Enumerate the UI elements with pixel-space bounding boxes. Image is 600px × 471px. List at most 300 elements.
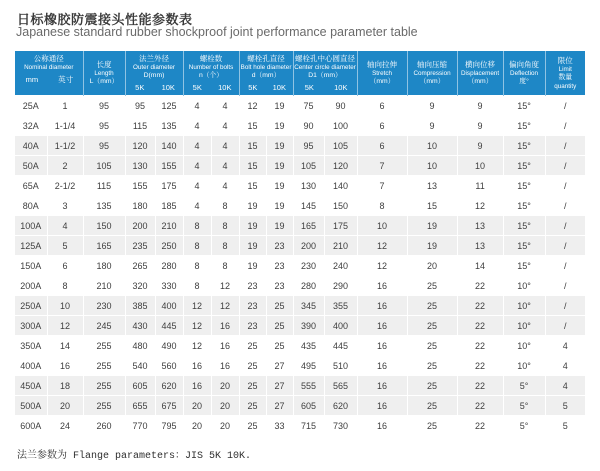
table-cell: 4 bbox=[183, 136, 211, 156]
table-cell: 350A bbox=[15, 336, 47, 356]
table-cell: 20 bbox=[183, 396, 211, 416]
table-cell: 400 bbox=[324, 316, 357, 336]
table-cell: 25 bbox=[239, 356, 266, 376]
table-cell: 25 bbox=[407, 316, 457, 336]
table-cell: 655 bbox=[125, 396, 155, 416]
table-cell: 8 bbox=[183, 236, 211, 256]
table-cell: 23 bbox=[266, 256, 293, 276]
table-cell: 4 bbox=[211, 176, 239, 196]
table-cell: 19 bbox=[239, 196, 266, 216]
table-cell: 255 bbox=[83, 376, 125, 396]
table-cell: 27 bbox=[266, 376, 293, 396]
table-cell: 15° bbox=[503, 256, 545, 276]
page-subtitle: Japanese standard rubber shockproof joint performance parameter table bbox=[16, 25, 418, 39]
table-cell: 125A bbox=[15, 236, 47, 256]
table-cell: 5 bbox=[47, 236, 83, 256]
table-cell: 25 bbox=[266, 296, 293, 316]
table-row bbox=[15, 396, 585, 416]
table-cell: 2-1/2 bbox=[47, 176, 83, 196]
table-cell: 605 bbox=[293, 396, 324, 416]
table-cell: 15° bbox=[503, 96, 545, 116]
table-cell: 290 bbox=[324, 276, 357, 296]
table-cell: 40A bbox=[15, 136, 47, 156]
table-cell: 25 bbox=[407, 276, 457, 296]
table-cell: 15° bbox=[503, 196, 545, 216]
table-cell: 4 bbox=[183, 96, 211, 116]
table-cell: 6 bbox=[47, 256, 83, 276]
table-cell: 15° bbox=[503, 176, 545, 196]
table-cell: 210 bbox=[83, 276, 125, 296]
table-cell: 19 bbox=[239, 256, 266, 276]
header-label: Nominal diameter bbox=[24, 63, 74, 71]
table-row bbox=[15, 416, 585, 436]
header-label: Compression bbox=[413, 69, 451, 77]
header-label: Stretch bbox=[372, 69, 393, 77]
table-cell: / bbox=[545, 256, 585, 276]
sub-column-label: 5K bbox=[192, 83, 202, 93]
table-cell: 7 bbox=[357, 176, 407, 196]
header-label: Displacement bbox=[460, 69, 500, 77]
table-cell: 4 bbox=[211, 116, 239, 136]
table-cell: 4 bbox=[183, 116, 211, 136]
table-cell: 12 bbox=[47, 316, 83, 336]
table-cell: 230 bbox=[293, 256, 324, 276]
table-cell: 16 bbox=[357, 396, 407, 416]
table-cell: 25 bbox=[266, 336, 293, 356]
table-cell: 140 bbox=[324, 176, 357, 196]
table-cell: / bbox=[545, 316, 585, 336]
table-cell: 1-1/4 bbox=[47, 116, 83, 136]
header-label: L（mm） bbox=[89, 78, 119, 86]
table-cell: / bbox=[545, 116, 585, 136]
table-cell: 1-1/2 bbox=[47, 136, 83, 156]
table-cell: 300A bbox=[15, 316, 47, 336]
table-cell: 25 bbox=[407, 356, 457, 376]
table-row bbox=[15, 336, 585, 356]
table-cell: 19 bbox=[239, 216, 266, 236]
table-cell: 4 bbox=[545, 336, 585, 356]
table-cell: 280 bbox=[293, 276, 324, 296]
table-row bbox=[15, 136, 585, 156]
column-header-number-of-bolts bbox=[183, 51, 239, 96]
table-cell: 5° bbox=[503, 396, 545, 416]
table-row bbox=[15, 236, 585, 256]
sub-column-label: 5K bbox=[304, 83, 314, 93]
column-header-displacement bbox=[457, 51, 503, 96]
table-cell: 90 bbox=[324, 96, 357, 116]
table-cell: 9 bbox=[457, 116, 503, 136]
table-cell: 25 bbox=[239, 396, 266, 416]
table-cell: 19 bbox=[266, 216, 293, 236]
table-cell: 18 bbox=[47, 376, 83, 396]
table-cell: 5° bbox=[503, 416, 545, 436]
table-cell: 16 bbox=[211, 356, 239, 376]
table-cell: 4 bbox=[211, 96, 239, 116]
table-cell: 20 bbox=[211, 416, 239, 436]
table-cell: 19 bbox=[407, 236, 457, 256]
table-cell: 19 bbox=[266, 176, 293, 196]
table-cell: 490 bbox=[155, 336, 183, 356]
table-cell: 19 bbox=[407, 216, 457, 236]
table-cell: 9 bbox=[457, 96, 503, 116]
table-cell: 10° bbox=[503, 356, 545, 376]
table-cell: 770 bbox=[125, 416, 155, 436]
table-cell: 265 bbox=[125, 256, 155, 276]
column-header-length bbox=[83, 51, 125, 96]
table-cell: 16 bbox=[357, 276, 407, 296]
table-cell: 4 bbox=[47, 216, 83, 236]
table-cell: 13 bbox=[457, 236, 503, 256]
table-cell: 4 bbox=[545, 376, 585, 396]
table-cell: / bbox=[545, 136, 585, 156]
header-label: D(mm) bbox=[143, 71, 165, 79]
table-cell: 9 bbox=[407, 96, 457, 116]
table-cell: 155 bbox=[125, 176, 155, 196]
table-cell: 135 bbox=[155, 116, 183, 136]
table-cell: 5 bbox=[545, 416, 585, 436]
sub-column-label: 10K bbox=[272, 83, 286, 93]
table-cell: 23 bbox=[266, 236, 293, 256]
table-cell: 390 bbox=[293, 316, 324, 336]
table-cell: 480 bbox=[125, 336, 155, 356]
table-cell: 4 bbox=[183, 176, 211, 196]
column-header-deflection bbox=[503, 51, 545, 96]
column-header-stretch bbox=[357, 51, 407, 96]
table-cell: 130 bbox=[125, 156, 155, 176]
header-label: 长度 bbox=[96, 60, 112, 70]
table-cell: 600A bbox=[15, 416, 47, 436]
table-cell: 10 bbox=[357, 216, 407, 236]
table-cell: 65A bbox=[15, 176, 47, 196]
table-cell: 22 bbox=[457, 356, 503, 376]
table-cell: 180 bbox=[125, 196, 155, 216]
table-cell: 12 bbox=[239, 96, 266, 116]
table-cell: 22 bbox=[457, 376, 503, 396]
table-cell: 715 bbox=[293, 416, 324, 436]
table-cell: 795 bbox=[155, 416, 183, 436]
table-cell: 400 bbox=[155, 296, 183, 316]
table-cell: 25 bbox=[239, 376, 266, 396]
table-cell: 555 bbox=[293, 376, 324, 396]
table-cell: 15° bbox=[503, 136, 545, 156]
table-cell: 245 bbox=[83, 316, 125, 336]
table-cell: 16 bbox=[183, 356, 211, 376]
table-cell: 5 bbox=[545, 396, 585, 416]
header-label: 轴向压缩 bbox=[417, 60, 448, 70]
table-cell: 565 bbox=[324, 376, 357, 396]
table-cell: 19 bbox=[266, 96, 293, 116]
table-cell: 140 bbox=[155, 136, 183, 156]
table-cell: 210 bbox=[324, 236, 357, 256]
table-cell: 15 bbox=[407, 196, 457, 216]
table-cell: 115 bbox=[83, 176, 125, 196]
page-title: 日标橡胶防震接头性能参数表 bbox=[17, 12, 193, 27]
header-label: 度° bbox=[519, 78, 529, 86]
table-cell: 200 bbox=[125, 216, 155, 236]
table-cell: 100A bbox=[15, 216, 47, 236]
table-cell: 12 bbox=[183, 316, 211, 336]
table-cell: 510 bbox=[324, 356, 357, 376]
table-cell: 260 bbox=[83, 416, 125, 436]
table-cell: 235 bbox=[125, 236, 155, 256]
table-cell: 25A bbox=[15, 96, 47, 116]
table-cell: 16 bbox=[357, 296, 407, 316]
table-cell: 27 bbox=[266, 356, 293, 376]
table-cell: 20 bbox=[47, 396, 83, 416]
table-cell: 15° bbox=[503, 156, 545, 176]
table-cell: 210 bbox=[155, 216, 183, 236]
table-row bbox=[15, 176, 585, 196]
table-cell: 105 bbox=[83, 156, 125, 176]
table-cell: 9 bbox=[457, 136, 503, 156]
table-cell: 13 bbox=[407, 176, 457, 196]
header-label: n（个） bbox=[198, 71, 224, 79]
table-cell: 16 bbox=[357, 336, 407, 356]
table-cell: 22 bbox=[457, 416, 503, 436]
table-cell: / bbox=[545, 296, 585, 316]
table-cell: 33 bbox=[266, 416, 293, 436]
table-cell: 6 bbox=[357, 116, 407, 136]
header-label: 偏向角度 bbox=[509, 60, 540, 70]
sub-column-label: 5K bbox=[248, 83, 258, 93]
table-cell: 540 bbox=[125, 356, 155, 376]
table-cell: 105 bbox=[324, 136, 357, 156]
table-row bbox=[15, 276, 585, 296]
table-cell: 150 bbox=[83, 216, 125, 236]
table-cell: 19 bbox=[239, 236, 266, 256]
table-cell: 280 bbox=[155, 256, 183, 276]
table-cell: 200 bbox=[293, 236, 324, 256]
table-cell: 435 bbox=[293, 336, 324, 356]
table-cell: 6 bbox=[357, 136, 407, 156]
header-label: 法兰外径 bbox=[139, 54, 170, 63]
header-label: 螺栓孔中心圆直径 bbox=[295, 54, 356, 63]
table-cell: 95 bbox=[125, 96, 155, 116]
table-cell: 3 bbox=[47, 196, 83, 216]
table-cell: 100 bbox=[324, 116, 357, 136]
table-cell: 4 bbox=[183, 156, 211, 176]
table-cell: 175 bbox=[324, 216, 357, 236]
table-cell: 12 bbox=[183, 296, 211, 316]
table-cell: 345 bbox=[293, 296, 324, 316]
table-cell: 2 bbox=[47, 156, 83, 176]
table-cell: 8 bbox=[211, 256, 239, 276]
table-cell: 175 bbox=[155, 176, 183, 196]
table-row bbox=[15, 116, 585, 136]
table-cell: 8 bbox=[211, 196, 239, 216]
header-label: Center circle diameter bbox=[294, 63, 356, 71]
table-cell: / bbox=[545, 176, 585, 196]
table-cell: 25 bbox=[239, 416, 266, 436]
table-cell: 11 bbox=[457, 176, 503, 196]
table-cell: 255 bbox=[83, 356, 125, 376]
table-cell: 180 bbox=[83, 256, 125, 276]
table-cell: 675 bbox=[155, 396, 183, 416]
table-cell: 22 bbox=[457, 296, 503, 316]
table-cell: 15 bbox=[239, 136, 266, 156]
table-header-row bbox=[15, 51, 585, 96]
header-label: Bolt hole diameter bbox=[240, 63, 292, 71]
table-row bbox=[15, 196, 585, 216]
sub-column-label: 10K bbox=[218, 83, 232, 93]
table-cell: 250 bbox=[155, 236, 183, 256]
header-label: Limit bbox=[558, 65, 572, 73]
table-cell: 400A bbox=[15, 356, 47, 376]
table-cell: 165 bbox=[83, 236, 125, 256]
table-row bbox=[15, 216, 585, 236]
table-cell: 6 bbox=[357, 96, 407, 116]
table-cell: 125 bbox=[155, 96, 183, 116]
table-cell: 560 bbox=[155, 356, 183, 376]
table-cell: 200A bbox=[15, 276, 47, 296]
column-header-bolt-hole-diameter bbox=[239, 51, 293, 96]
table-cell: 22 bbox=[457, 336, 503, 356]
table-row bbox=[15, 376, 585, 396]
table-cell: / bbox=[545, 196, 585, 216]
table-cell: 95 bbox=[293, 136, 324, 156]
table-cell: 185 bbox=[155, 196, 183, 216]
table-cell: 20 bbox=[211, 376, 239, 396]
table-cell: 445 bbox=[155, 316, 183, 336]
table-cell: 23 bbox=[239, 276, 266, 296]
table-cell: / bbox=[545, 276, 585, 296]
table-cell: 23 bbox=[239, 316, 266, 336]
table-cell: 12 bbox=[211, 276, 239, 296]
sub-column-label: 5K bbox=[135, 83, 145, 93]
table-cell: 16 bbox=[357, 376, 407, 396]
table-cell: 8 bbox=[211, 236, 239, 256]
table-cell: 19 bbox=[266, 196, 293, 216]
table-cell: 22 bbox=[457, 396, 503, 416]
table-cell: 25 bbox=[407, 336, 457, 356]
table-cell: 120 bbox=[324, 156, 357, 176]
table-cell: 105 bbox=[293, 156, 324, 176]
table-cell: / bbox=[545, 96, 585, 116]
table-cell: 10 bbox=[407, 136, 457, 156]
table-cell: 16 bbox=[183, 376, 211, 396]
table-cell: 500A bbox=[15, 396, 47, 416]
table-cell: 25 bbox=[407, 416, 457, 436]
header-label: （mm） bbox=[369, 78, 395, 86]
table-cell: 8 bbox=[183, 276, 211, 296]
table-cell: 23 bbox=[266, 276, 293, 296]
table-cell: 12 bbox=[183, 336, 211, 356]
table-cell: 4 bbox=[545, 356, 585, 376]
table-cell: 15 bbox=[239, 176, 266, 196]
header-label: 数量 bbox=[558, 73, 573, 81]
table-cell: 25 bbox=[407, 376, 457, 396]
table-cell: 10 bbox=[457, 156, 503, 176]
table-cell: 155 bbox=[155, 156, 183, 176]
table-cell: 12 bbox=[357, 236, 407, 256]
header-label: D1（mm） bbox=[308, 71, 342, 79]
table-cell: 20 bbox=[211, 396, 239, 416]
table-cell: 150A bbox=[15, 256, 47, 276]
table-cell: 620 bbox=[324, 396, 357, 416]
table-cell: 16 bbox=[357, 416, 407, 436]
header-label: 轴向拉伸 bbox=[367, 60, 398, 70]
table-cell: 8 bbox=[183, 256, 211, 276]
table-cell: 445 bbox=[324, 336, 357, 356]
table-cell: 16 bbox=[357, 316, 407, 336]
table-cell: / bbox=[545, 236, 585, 256]
table-cell: 20 bbox=[407, 256, 457, 276]
table-cell: 730 bbox=[324, 416, 357, 436]
table-row bbox=[15, 316, 585, 336]
header-label: （mm） bbox=[467, 78, 493, 86]
table-cell: 32A bbox=[15, 116, 47, 136]
table-cell: 50A bbox=[15, 156, 47, 176]
header-label: d（mm） bbox=[251, 71, 281, 79]
table-body bbox=[15, 96, 585, 436]
table-header bbox=[15, 51, 585, 96]
header-label: 螺栓孔直径 bbox=[247, 54, 285, 63]
table-cell: 27 bbox=[266, 396, 293, 416]
table-cell: 24 bbox=[47, 416, 83, 436]
table-cell: 19 bbox=[266, 136, 293, 156]
table-cell: 12 bbox=[457, 196, 503, 216]
table-cell: 7 bbox=[357, 156, 407, 176]
table-cell: 16 bbox=[211, 316, 239, 336]
table-cell: 130 bbox=[293, 176, 324, 196]
table-cell: 8 bbox=[183, 216, 211, 236]
header-label: Deflection bbox=[510, 69, 539, 77]
table-cell: 75 bbox=[293, 96, 324, 116]
header-label: 限位 bbox=[557, 56, 573, 66]
table-cell: 25 bbox=[239, 336, 266, 356]
column-header-limit bbox=[545, 51, 585, 96]
table-cell: 95 bbox=[83, 136, 125, 156]
table-cell: 16 bbox=[211, 336, 239, 356]
table-cell: 5° bbox=[503, 376, 545, 396]
table-cell: / bbox=[545, 216, 585, 236]
table-cell: 19 bbox=[266, 116, 293, 136]
table-cell: 115 bbox=[125, 116, 155, 136]
header-label: Length bbox=[94, 69, 114, 77]
table-cell: 1 bbox=[47, 96, 83, 116]
table-cell: 95 bbox=[83, 116, 125, 136]
table-cell: 80A bbox=[15, 196, 47, 216]
table-cell: 120 bbox=[125, 136, 155, 156]
table-cell: 4 bbox=[183, 196, 211, 216]
parameter-table bbox=[15, 51, 585, 436]
table-row bbox=[15, 156, 585, 176]
table-cell: 25 bbox=[407, 296, 457, 316]
table-cell: 495 bbox=[293, 356, 324, 376]
table-cell: 165 bbox=[293, 216, 324, 236]
table-cell: 240 bbox=[324, 256, 357, 276]
table-cell: 10 bbox=[407, 156, 457, 176]
table-cell: 450A bbox=[15, 376, 47, 396]
table-cell: 9 bbox=[407, 116, 457, 136]
table-cell: / bbox=[545, 156, 585, 176]
table-cell: 10° bbox=[503, 316, 545, 336]
header-label: Number of bolts bbox=[188, 63, 234, 71]
table-row bbox=[15, 296, 585, 316]
table-cell: 620 bbox=[155, 376, 183, 396]
table-cell: 10° bbox=[503, 276, 545, 296]
sub-column-label: 10K bbox=[161, 83, 175, 93]
table-row bbox=[15, 256, 585, 276]
table-cell: 25 bbox=[266, 316, 293, 336]
table-cell: 15° bbox=[503, 116, 545, 136]
table-cell: 10 bbox=[47, 296, 83, 316]
footnote: 法兰参数为 Flange parameters：JIS 5K 10K. bbox=[17, 451, 252, 462]
table-cell: 4 bbox=[211, 156, 239, 176]
table-cell: 15 bbox=[239, 116, 266, 136]
header-label: Outer diameter bbox=[133, 63, 176, 71]
table-cell: 8 bbox=[357, 196, 407, 216]
